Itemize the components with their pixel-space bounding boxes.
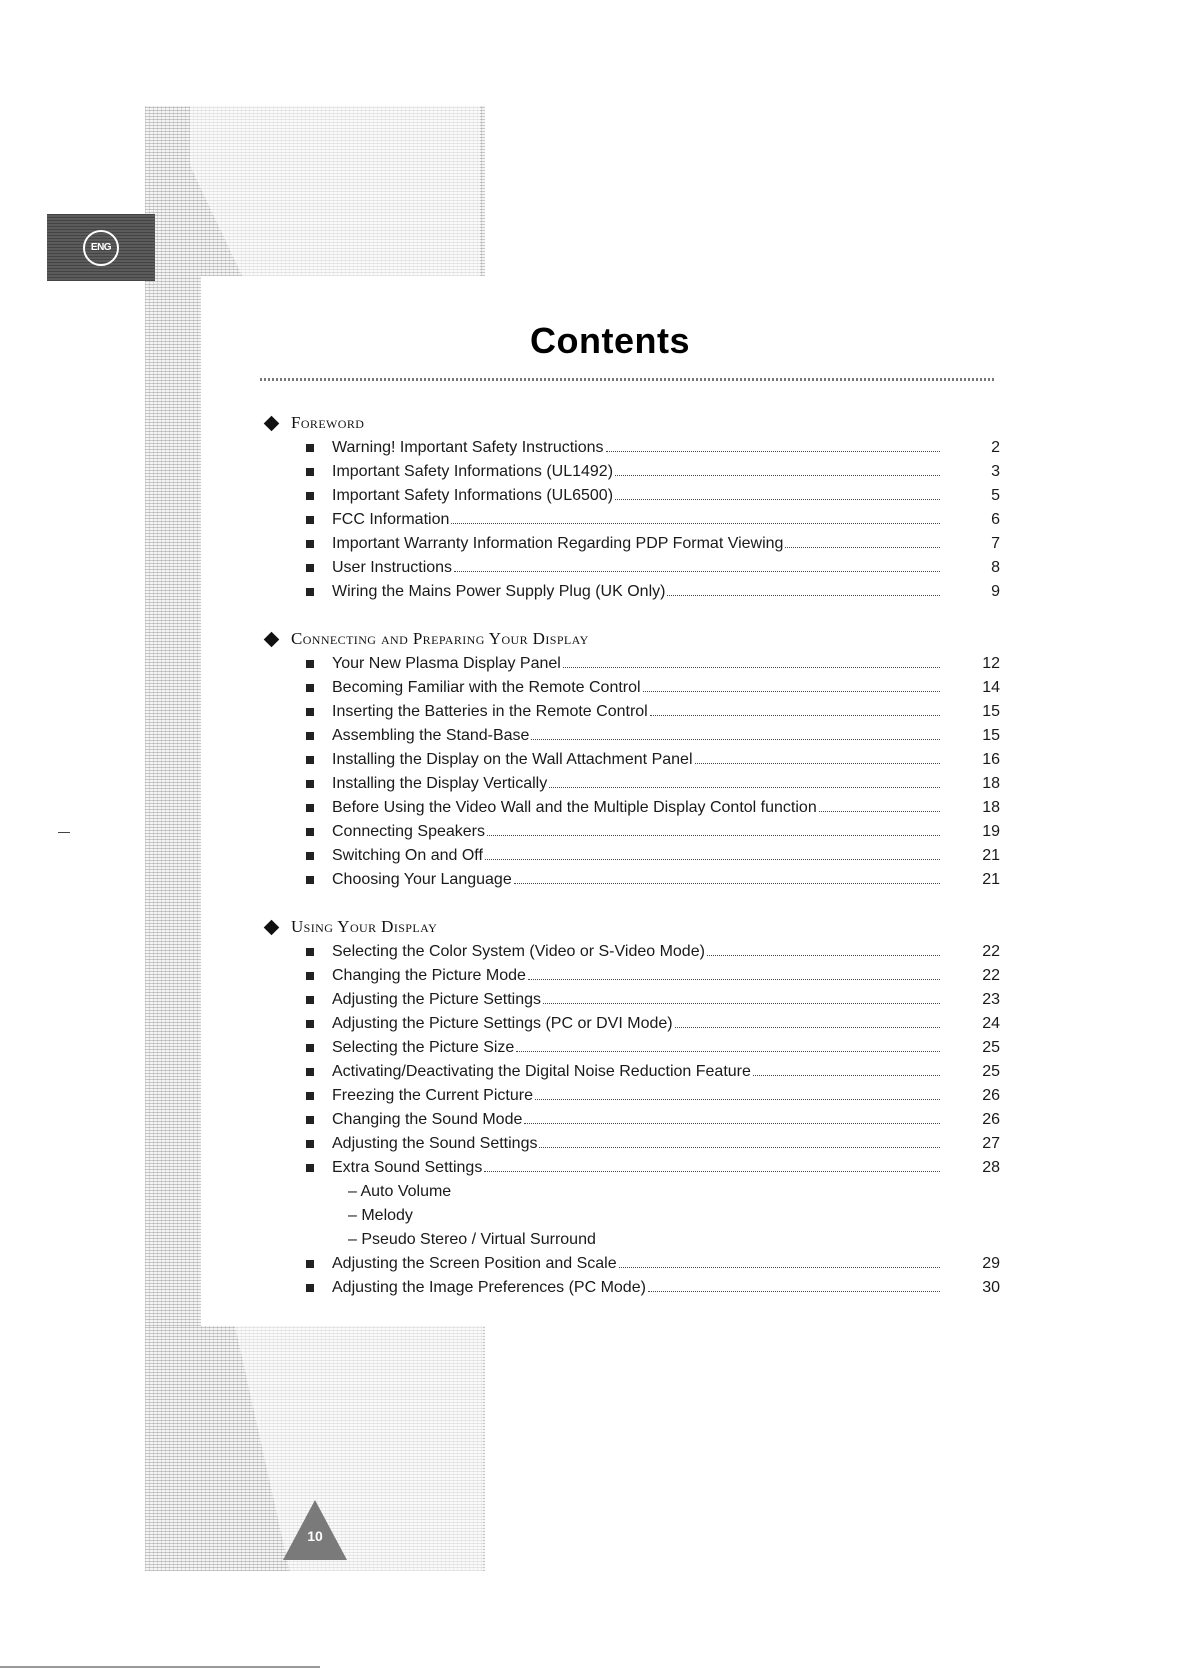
toc-entry[interactable] [260,1132,1000,1156]
toc-entry[interactable] [260,844,1000,868]
toc-entry-page: 5 [991,487,1000,504]
toc-subentry: – Pseudo Stereo / Virtual Surround [348,1231,596,1248]
toc-entry[interactable] [260,676,1000,700]
toc-entry[interactable] [260,748,1000,772]
dot-leader [643,690,940,692]
square-bullet-icon [306,756,314,764]
toc-entry[interactable] [260,1108,1000,1132]
diamond-bullet-icon [264,631,280,647]
square-bullet-icon [306,1284,314,1292]
section-heading-text: Foreword [291,413,365,432]
toc-entry[interactable] [260,1036,1000,1060]
dot-leader [650,714,940,716]
section-heading-text: Using Your Display [291,917,438,936]
toc-entry-page: 25 [982,1039,1000,1056]
language-badge-label: ENG [83,230,119,266]
square-bullet-icon [306,540,314,548]
toc-entry[interactable] [260,700,1000,724]
toc-entry-page: 30 [982,1279,1000,1296]
toc-entry[interactable] [260,724,1000,748]
square-bullet-icon [306,972,314,980]
toc-entry-page: 22 [982,943,1000,960]
toc-entry-label: Switching On and Off [332,847,483,864]
title-divider [260,378,995,381]
dot-leader [615,498,940,500]
toc-entry-page: 2 [991,439,1000,456]
toc-entry[interactable] [260,964,1000,988]
toc-entry-page: 24 [982,1015,1000,1032]
toc-entry-label: Assembling the Stand-Base [332,727,530,744]
dot-leader [648,1290,940,1292]
dot-leader [454,570,940,572]
toc-entry-label: Connecting Speakers [332,823,485,840]
decorative-band-left [145,276,201,1326]
decorative-chevron-top [190,106,480,276]
toc-entry-page: 18 [982,775,1000,792]
toc-entry-label: FCC Information [332,511,450,528]
toc-entry-label: Before Using the Video Wall and the Multiple Display Contol function [332,799,817,816]
square-bullet-icon [306,708,314,716]
square-bullet-icon [306,732,314,740]
toc-entry-label: Important Safety Informations (UL1492) [332,463,614,480]
toc-entry-page: 22 [982,967,1000,984]
toc-subentry: – Melody [348,1207,413,1224]
square-bullet-icon [306,516,314,524]
toc-entry[interactable] [260,580,1000,604]
dot-leader [667,594,940,596]
dot-leader [549,786,940,788]
dot-leader [539,1146,940,1148]
toc-entry[interactable] [260,940,1000,964]
section-heading [260,626,1000,652]
toc-entry-label: Important Safety Informations (UL6500) [332,487,614,504]
dot-leader [535,1098,940,1100]
dot-leader [675,1026,940,1028]
margin-mark [58,832,70,833]
toc-entry-page: 8 [991,559,1000,576]
dot-leader [785,546,940,548]
page-title: Contents [530,320,690,361]
section-heading [260,914,1000,940]
toc-entry-label: Changing the Sound Mode [332,1111,523,1128]
square-bullet-icon [306,852,314,860]
toc-entry[interactable] [260,868,1000,892]
toc-entry[interactable] [260,772,1000,796]
toc-entry[interactable] [260,532,1000,556]
toc-entry-label: Installing the Display on the Wall Attachment Panel [332,751,693,768]
toc-entry[interactable] [260,1012,1000,1036]
footer-rule [0,1666,320,1668]
dot-leader [487,834,940,836]
toc-entry-page: 28 [982,1159,1000,1176]
toc-entry[interactable] [260,484,1000,508]
square-bullet-icon [306,1020,314,1028]
dot-leader [707,954,940,956]
dot-leader [451,522,940,524]
toc-entry-label: Selecting the Color System (Video or S-Video Mode) [332,943,705,960]
toc-entry-page: 15 [982,727,1000,744]
section-heading-text: Connecting and Preparing Your Display [291,629,589,648]
toc-entry[interactable] [260,988,1000,1012]
toc-entry[interactable] [260,1060,1000,1084]
square-bullet-icon [306,564,314,572]
square-bullet-icon [306,492,314,500]
square-bullet-icon [306,468,314,476]
toc-entry-label: Freezing the Current Picture [332,1087,533,1104]
square-bullet-icon [306,1092,314,1100]
toc-entry-page: 26 [982,1087,1000,1104]
toc-entry-page: 23 [982,991,1000,1008]
dot-leader [528,978,940,980]
toc-entry-label: Selecting the Picture Size [332,1039,515,1056]
toc-entry-label: Adjusting the Picture Settings (PC or DVI Mode) [332,1015,673,1032]
toc-section [260,914,1000,1300]
toc-entry[interactable] [260,460,1000,484]
dot-leader [524,1122,940,1124]
dot-leader [543,1002,940,1004]
toc-entry-label: Adjusting the Sound Settings [332,1135,538,1152]
toc-entry-page: 15 [982,703,1000,720]
toc-entry-page: 26 [982,1111,1000,1128]
toc-entry-page: 3 [991,463,1000,480]
toc-entry-page: 9 [991,583,1000,600]
section-heading [260,410,1000,436]
toc-entry-page: 12 [982,655,1000,672]
toc-entry[interactable] [260,652,1000,676]
toc-entry-page: 29 [982,1255,1000,1272]
square-bullet-icon [306,1044,314,1052]
toc-entry-label: Becoming Familiar with the Remote Control [332,679,641,696]
dot-leader [485,858,940,860]
toc-entry-page: 21 [982,847,1000,864]
toc-entry-label: User Instructions [332,559,453,576]
dot-leader [516,1050,940,1052]
dot-leader [615,474,940,476]
toc-section [260,410,1000,604]
dot-leader [606,450,940,452]
dot-leader [514,882,940,884]
toc-entry[interactable] [260,1276,1000,1300]
dot-leader [819,810,940,812]
toc-entry[interactable] [260,796,1000,820]
toc-entry-label: Activating/Deactivating the Digital Noise Reduction Feature [332,1063,751,1080]
square-bullet-icon [306,828,314,836]
toc-entry-page: 14 [982,679,1000,696]
square-bullet-icon [306,684,314,692]
toc-entry[interactable] [260,1156,1000,1180]
dot-leader [619,1266,940,1268]
diamond-bullet-icon [264,415,280,431]
square-bullet-icon [306,804,314,812]
square-bullet-icon [306,1140,314,1148]
square-bullet-icon [306,948,314,956]
square-bullet-icon [306,1068,314,1076]
square-bullet-icon [306,1116,314,1124]
toc-entry-label: Installing the Display Vertically [332,775,548,792]
toc-entry[interactable] [260,556,1000,580]
toc-entry[interactable] [260,1252,1000,1276]
toc-entry-label: Warning! Important Safety Instructions [332,439,604,456]
toc-entry-page: 18 [982,799,1000,816]
toc-entry-label: Inserting the Batteries in the Remote Control [332,703,648,720]
dot-leader [484,1170,940,1172]
language-badge [47,214,155,281]
toc-entry-label: Adjusting the Screen Position and Scale [332,1255,617,1272]
square-bullet-icon [306,1164,314,1172]
square-bullet-icon [306,588,314,596]
diamond-bullet-icon [264,919,280,935]
page-number: 10 [307,1528,323,1544]
square-bullet-icon [306,444,314,452]
toc-entry-page: 19 [982,823,1000,840]
toc-entry-page: 21 [982,871,1000,888]
toc-entry-label: Important Warranty Information Regarding PDP Format Viewing [332,535,784,552]
toc-entry-label: Adjusting the Image Preferences (PC Mode) [332,1279,646,1296]
square-bullet-icon [306,780,314,788]
table-of-contents [260,410,1000,1322]
toc-entry-label: Adjusting the Picture Settings [332,991,542,1008]
square-bullet-icon [306,996,314,1004]
toc-entry[interactable] [260,436,1000,460]
toc-entry-page: 16 [982,751,1000,768]
toc-entry-page: 7 [991,535,1000,552]
toc-entry-page: 6 [991,511,1000,528]
toc-entry[interactable] [260,1084,1000,1108]
toc-entry-label: Wiring the Mains Power Supply Plug (UK Only) [332,583,666,600]
dot-leader [531,738,940,740]
toc-entry-label: Extra Sound Settings [332,1159,483,1176]
toc-entry-label: Choosing Your Language [332,871,512,888]
square-bullet-icon [306,660,314,668]
toc-section [260,626,1000,892]
dot-leader [753,1074,940,1076]
toc-entry-label: Your New Plasma Display Panel [332,655,561,672]
square-bullet-icon [306,1260,314,1268]
toc-subentry: – Auto Volume [348,1183,452,1200]
square-bullet-icon [306,876,314,884]
dot-leader [695,762,941,764]
toc-entry-label: Changing the Picture Mode [332,967,526,984]
toc-entry[interactable] [260,508,1000,532]
toc-entry-page: 25 [982,1063,1000,1080]
toc-entry-page: 27 [982,1135,1000,1152]
toc-entry[interactable] [260,820,1000,844]
dot-leader [563,666,940,668]
